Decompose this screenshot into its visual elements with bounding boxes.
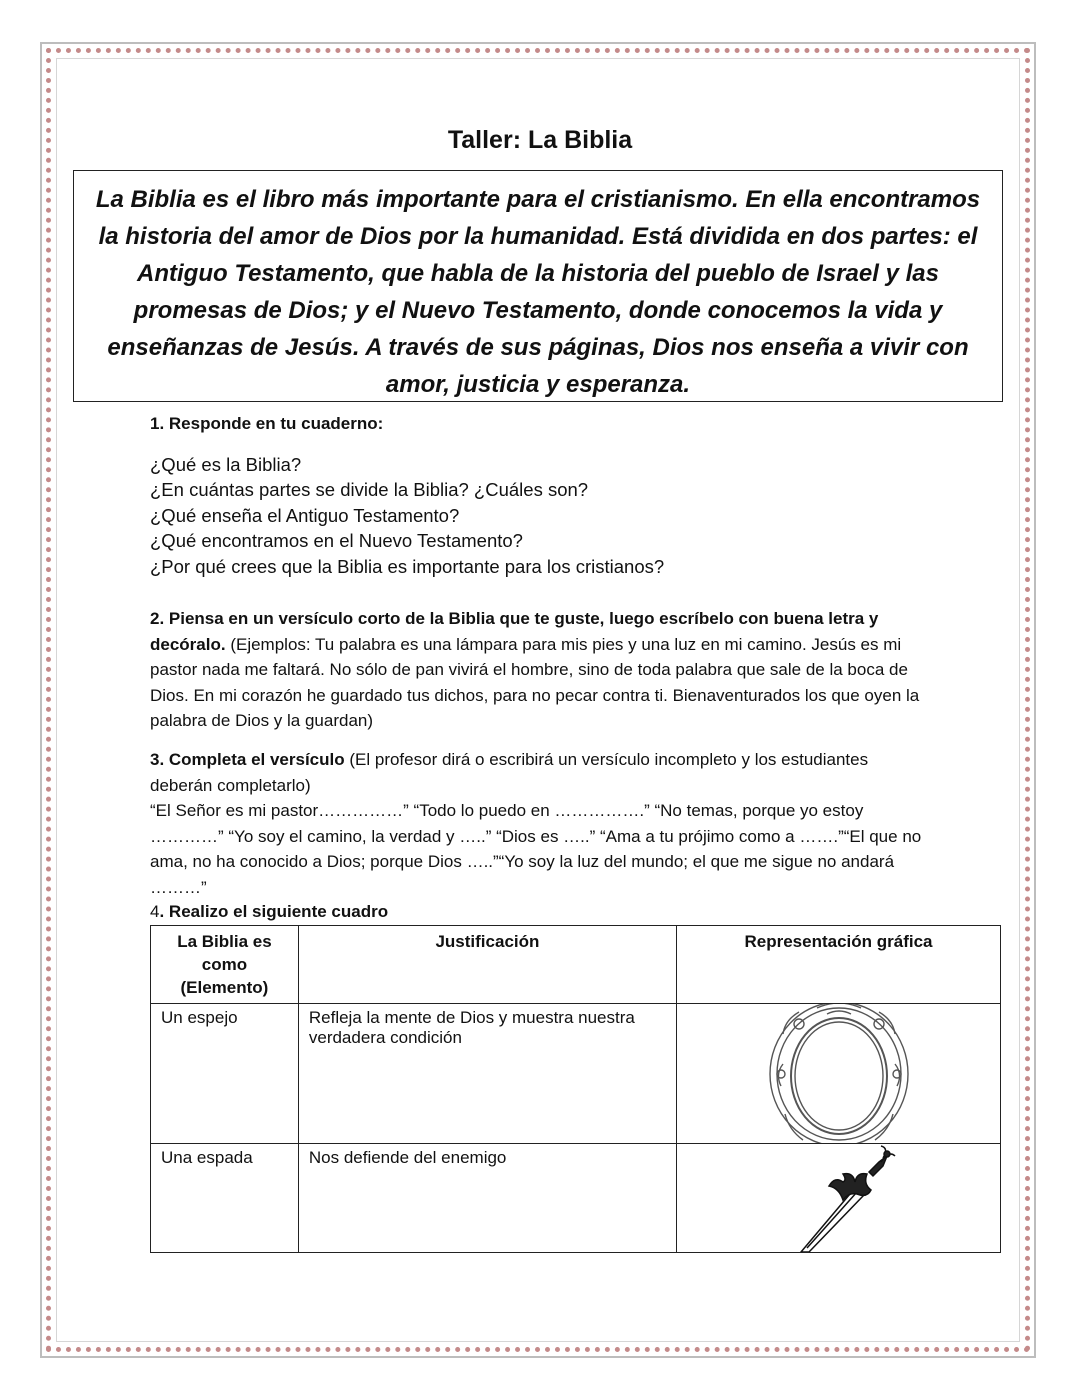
- cell-element: Una espada: [151, 1144, 299, 1253]
- mirror-illustration: [677, 1004, 1000, 1143]
- table-row: [151, 1144, 1001, 1253]
- table-row: [151, 1004, 1001, 1144]
- section-4-number: 4: [150, 902, 160, 921]
- section-2: [150, 606, 930, 734]
- question-item: ¿Qué es la Biblia?: [150, 453, 302, 475]
- section-1-heading: 1. Responde en tu cuaderno:: [150, 414, 384, 433]
- section-2-heading: 2. Piensa en un versículo corto de la Biblia que te guste, luego escríbelo con buena letra y decóralo.: [150, 609, 879, 654]
- table-header-row: [151, 926, 1001, 1004]
- cell-element: Un espejo: [151, 1004, 299, 1144]
- page-title: Taller: La Biblia: [447, 126, 633, 154]
- cuadro-table: [150, 925, 1001, 1253]
- header-representacion: Representación gráfica: [677, 926, 1001, 1004]
- intro-box: La Biblia es el libro más importante para el cristianismo. En ella encontramos la historia del amor de Dios por la humanidad. Está dividida en dos partes: el Antiguo Testamento, que habla de la historia del pueblo de Israel y las promesas de Dios; y el Nuevo Testamento, donde conocemos la vida y enseñanzas de Jesús. A través de sus páginas, Dios nos enseña a vivir con amor, justicia y esperanza.: [73, 170, 1003, 402]
- question-item: ¿Por qué crees que la Biblia es importante para los cristianos?: [150, 555, 665, 577]
- question-item: ¿Qué enseña el Antiguo Testamento?: [150, 504, 460, 526]
- cell-justification: Nos defiende del enemigo: [298, 1144, 676, 1253]
- section-3-heading: 3. Completa el versículo: [150, 750, 345, 769]
- section-3-body: (El profesor dirá o escribirá un versículo incompleto y los estudiantes deberán completarlo): [150, 750, 869, 795]
- question-list: [150, 452, 940, 580]
- sword-illustration: [677, 1144, 1000, 1252]
- section-3: [150, 747, 935, 900]
- section-4-heading-line: [150, 899, 940, 925]
- header-justificacion: Justificación: [298, 926, 676, 1004]
- section-2-body: (Ejemplos: Tu palabra es una lámpara para mis pies y una luz en mi camino. Jesús es mi pastor nada me faltará. No sólo de pan vivirá el hombre, sino de toda palabra que sale de la boca de Dios. En mi corazón he guardado tus dichos, para no pecar contra ti. Bienaventurados los que oyen la palabra de Dios y la guardan): [150, 634, 920, 730]
- cell-image: [677, 1144, 1001, 1253]
- header-elemento: La Biblia es como (Elemento): [151, 926, 299, 1004]
- section-1: [150, 411, 940, 579]
- question-item: ¿Qué encontramos en el Nuevo Testamento?: [150, 530, 523, 551]
- cell-justification: Refleja la mente de Dios y muestra nuestra verdadera condición: [298, 1004, 676, 1144]
- cell-image: [677, 1004, 1001, 1144]
- section-4-heading: . Realizo el siguiente cuadro: [159, 902, 389, 921]
- question-item: ¿En cuántas partes se divide la Biblia? ¿Cuáles son?: [150, 479, 589, 500]
- section-3-verses: “El Señor es mi pastor……………” “Todo lo puedo en …………….” “No temas, porque yo estoy …………” “Yo soy el camino, la verdad y …..” “Dios es …..” “Ama a tu prójimo como a …….”“El que no ama, no ha conocido a Dios; porque Dios …..”“Yo soy la luz del mundo; el que me sigue no andará ………”: [150, 801, 922, 897]
